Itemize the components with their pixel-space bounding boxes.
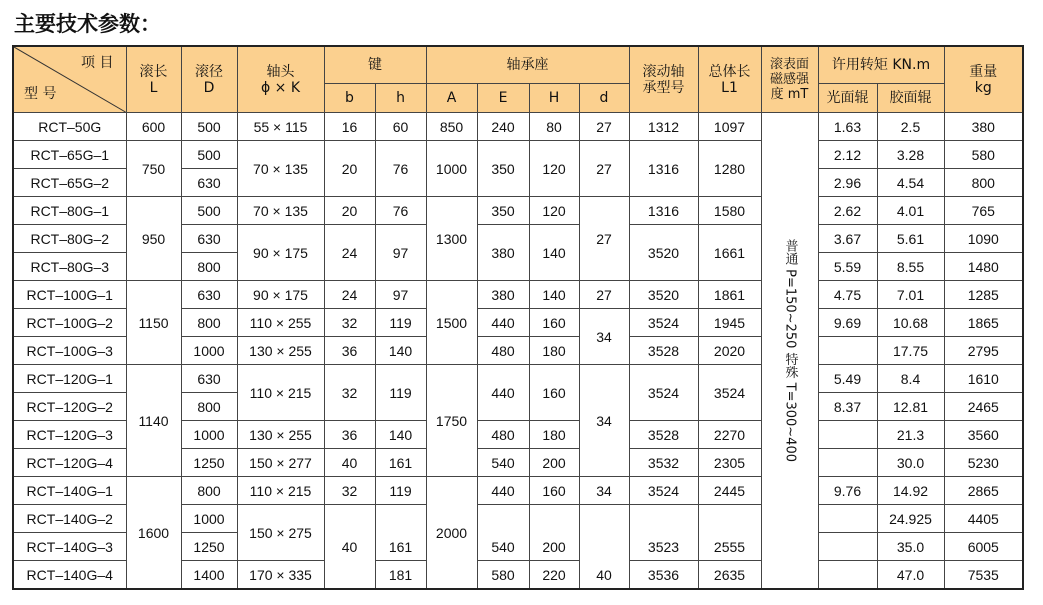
cell-weight: 4405 bbox=[944, 505, 1023, 533]
cell-model: RCT–140G–3 bbox=[13, 533, 126, 561]
cell-model: RCT–100G–2 bbox=[13, 309, 126, 337]
cell-weight: 2465 bbox=[944, 393, 1023, 421]
cell-d: 630 bbox=[181, 225, 237, 253]
cell-h: 160 bbox=[529, 309, 579, 337]
cell-a: 1500 bbox=[426, 281, 477, 365]
magnetic-strength-note: 普通 P=150~250 特殊 T=300~400 bbox=[782, 239, 798, 462]
cell-shaft: 55 × 115 bbox=[237, 113, 324, 141]
cell-d: 500 bbox=[181, 197, 237, 225]
cell-l: 1600 bbox=[126, 477, 181, 590]
cell-l1: 1580 bbox=[698, 197, 761, 225]
cell-shaft: 130 × 255 bbox=[237, 337, 324, 365]
cell-d: 500 bbox=[181, 141, 237, 169]
cell-b: 24 bbox=[324, 225, 375, 281]
cell-e: 540 bbox=[477, 449, 529, 477]
cell-l1: 2270 bbox=[698, 421, 761, 449]
cell-h: 120 bbox=[529, 141, 579, 197]
cell-l1: 2020 bbox=[698, 337, 761, 365]
cell-shaft: 130 × 255 bbox=[237, 421, 324, 449]
cell-model: RCT–80G–3 bbox=[13, 253, 126, 281]
cell-smooth bbox=[818, 337, 877, 365]
cell-model: RCT–100G–3 bbox=[13, 337, 126, 365]
cell-brg: 3524 bbox=[629, 365, 698, 421]
cell-rubber: 14.92 bbox=[877, 477, 944, 505]
page-title: 主要技术参数： bbox=[14, 12, 161, 36]
cell-weight: 1285 bbox=[944, 281, 1023, 309]
cell-e: 480 bbox=[477, 421, 529, 449]
header-E: E bbox=[477, 84, 529, 113]
header-L1: 总体长 L1 bbox=[698, 46, 761, 113]
cell-shaft: 110 × 215 bbox=[237, 365, 324, 421]
cell-smooth bbox=[818, 533, 877, 561]
table-row bbox=[13, 281, 1023, 309]
cell-e: 440 bbox=[477, 365, 529, 421]
cell-weight: 800 bbox=[944, 169, 1023, 197]
cell-d: 1250 bbox=[181, 449, 237, 477]
cell-weight: 3560 bbox=[944, 421, 1023, 449]
table-row bbox=[13, 365, 1023, 393]
cell-e: 440 bbox=[477, 309, 529, 337]
cell-shaft: 90 × 175 bbox=[237, 281, 324, 309]
cell-d: 27 bbox=[579, 197, 629, 281]
cell-h: 76 bbox=[375, 141, 426, 197]
table-row bbox=[13, 113, 1023, 141]
cell-rubber: 21.3 bbox=[877, 421, 944, 449]
header-bearing-model: 滚动轴 承型号 bbox=[629, 46, 698, 113]
cell-h: 140 bbox=[529, 281, 579, 309]
cell-rubber: 10.68 bbox=[877, 309, 944, 337]
cell-d: 34 bbox=[579, 309, 629, 365]
cell-e: 480 bbox=[477, 337, 529, 365]
cell-l1: 1097 bbox=[698, 113, 761, 141]
cell-d: 27 bbox=[579, 141, 629, 197]
cell-a: 2000 bbox=[426, 477, 477, 590]
cell-weight: 2795 bbox=[944, 337, 1023, 365]
cell-l: 600 bbox=[126, 113, 181, 141]
cell-brg: 3520 bbox=[629, 281, 698, 309]
cell-rubber: 4.54 bbox=[877, 169, 944, 197]
cell-smooth: 3.67 bbox=[818, 225, 877, 253]
cell-d: 500 bbox=[181, 113, 237, 141]
cell-brg: 3524 bbox=[629, 477, 698, 505]
cell-weight: 2865 bbox=[944, 477, 1023, 505]
cell-smooth: 5.59 bbox=[818, 253, 877, 281]
cell-smooth: 5.49 bbox=[818, 365, 877, 393]
cell-h: 140 bbox=[375, 337, 426, 365]
cell-e: 380 bbox=[477, 281, 529, 309]
header-D: 滚径 D bbox=[181, 46, 237, 113]
cell-l: 750 bbox=[126, 141, 181, 197]
cell-h: 60 bbox=[375, 113, 426, 141]
cell-shaft: 90 × 175 bbox=[237, 225, 324, 281]
cell-weight: 5230 bbox=[944, 449, 1023, 477]
cell-smooth: 9.69 bbox=[818, 309, 877, 337]
header-A: A bbox=[426, 84, 477, 113]
cell-rubber: 24.925 bbox=[877, 505, 944, 533]
cell-model: RCT–140G–4 bbox=[13, 561, 126, 590]
cell-b: 32 bbox=[324, 309, 375, 337]
cell-a: 1300 bbox=[426, 197, 477, 281]
header-item: 项 目 bbox=[81, 55, 114, 71]
cell-d: 1400 bbox=[181, 561, 237, 590]
cell-model: RCT–80G–1 bbox=[13, 197, 126, 225]
cell-shaft: 150 × 277 bbox=[237, 449, 324, 477]
cell-d: 630 bbox=[181, 365, 237, 393]
cell-rubber: 7.01 bbox=[877, 281, 944, 309]
cell-l1: 2635 bbox=[698, 561, 761, 590]
header-magnetic: 滚表面 磁感强 度 mT bbox=[761, 46, 818, 113]
cell-smooth bbox=[818, 449, 877, 477]
cell-h: 200 bbox=[529, 449, 579, 477]
header-L: 滚长 L bbox=[126, 46, 181, 113]
cell-h: 160 bbox=[529, 477, 579, 505]
table-row bbox=[13, 141, 1023, 169]
cell-weight: 1865 bbox=[944, 309, 1023, 337]
cell-model: RCT–80G–2 bbox=[13, 225, 126, 253]
cell-rubber: 4.01 bbox=[877, 197, 944, 225]
cell-model: RCT–120G–1 bbox=[13, 365, 126, 393]
header-smooth: 光面辊 bbox=[818, 84, 877, 113]
cell-h: 76 bbox=[375, 197, 426, 225]
cell-rubber: 12.81 bbox=[877, 393, 944, 421]
cell-b: 20 bbox=[324, 141, 375, 197]
cell-h: 80 bbox=[529, 113, 579, 141]
cell-model: RCT–120G–4 bbox=[13, 449, 126, 477]
cell-weight: 1610 bbox=[944, 365, 1023, 393]
cell-h: 181 bbox=[375, 561, 426, 590]
header-torque: 许用转矩 KN.m bbox=[818, 46, 944, 84]
cell-d: 630 bbox=[181, 281, 237, 309]
cell-smooth: 8.37 bbox=[818, 393, 877, 421]
cell-shaft: 110 × 255 bbox=[237, 309, 324, 337]
cell-b: 32 bbox=[324, 365, 375, 421]
cell-d: 1000 bbox=[181, 505, 237, 533]
cell-h: 180 bbox=[529, 421, 579, 449]
cell-d: 34 bbox=[579, 365, 629, 477]
cell-h: 120 bbox=[529, 197, 579, 225]
cell-e: 580 bbox=[477, 561, 529, 590]
cell-rubber: 30.0 bbox=[877, 449, 944, 477]
header-rubber: 胶面辊 bbox=[877, 84, 944, 113]
cell-b: 36 bbox=[324, 421, 375, 449]
header-key: 键 bbox=[324, 46, 426, 84]
cell-d: 800 bbox=[181, 253, 237, 281]
cell-rubber: 2.5 bbox=[877, 113, 944, 141]
cell-d: 40 bbox=[579, 505, 629, 590]
cell-h: 180 bbox=[529, 337, 579, 365]
cell-h: 160 bbox=[529, 365, 579, 421]
cell-d: 1000 bbox=[181, 337, 237, 365]
cell-d: 800 bbox=[181, 309, 237, 337]
cell-d: 800 bbox=[181, 477, 237, 505]
cell-rubber: 3.28 bbox=[877, 141, 944, 169]
cell-l: 1150 bbox=[126, 281, 181, 365]
cell-b: 40 bbox=[324, 505, 375, 590]
cell-rubber: 35.0 bbox=[877, 533, 944, 561]
cell-h: 119 bbox=[375, 477, 426, 505]
cell-l1: 2555 bbox=[698, 505, 761, 561]
cell-a: 1750 bbox=[426, 365, 477, 477]
cell-a: 1000 bbox=[426, 141, 477, 197]
cell-weight: 1480 bbox=[944, 253, 1023, 281]
cell-l1: 2445 bbox=[698, 477, 761, 505]
magnetic-strength-cell bbox=[761, 113, 818, 590]
header-bearing-seat: 轴承座 bbox=[426, 46, 629, 84]
cell-weight: 1090 bbox=[944, 225, 1023, 253]
cell-model: RCT–65G–2 bbox=[13, 169, 126, 197]
cell-weight: 580 bbox=[944, 141, 1023, 169]
cell-l1: 1661 bbox=[698, 225, 761, 281]
cell-brg: 3528 bbox=[629, 337, 698, 365]
cell-rubber: 47.0 bbox=[877, 561, 944, 590]
cell-h: 161 bbox=[375, 505, 426, 561]
cell-l1: 3524 bbox=[698, 365, 761, 421]
cell-l1: 1861 bbox=[698, 281, 761, 309]
cell-shaft: 170 × 335 bbox=[237, 561, 324, 590]
cell-e: 380 bbox=[477, 225, 529, 281]
cell-e: 540 bbox=[477, 505, 529, 561]
cell-b: 20 bbox=[324, 197, 375, 225]
header-d: d bbox=[579, 84, 629, 113]
cell-smooth: 2.12 bbox=[818, 141, 877, 169]
cell-weight: 380 bbox=[944, 113, 1023, 141]
cell-h: 97 bbox=[375, 281, 426, 309]
cell-smooth: 2.62 bbox=[818, 197, 877, 225]
header-model-item-diagonal bbox=[13, 46, 126, 113]
cell-smooth: 2.96 bbox=[818, 169, 877, 197]
header-shaft: 轴头 ϕ × K bbox=[237, 46, 324, 113]
cell-h: 97 bbox=[375, 225, 426, 281]
cell-e: 440 bbox=[477, 477, 529, 505]
cell-h: 161 bbox=[375, 449, 426, 477]
table-row bbox=[13, 477, 1023, 505]
cell-brg: 3528 bbox=[629, 421, 698, 449]
spec-table bbox=[12, 45, 1024, 590]
cell-a: 850 bbox=[426, 113, 477, 141]
cell-rubber: 5.61 bbox=[877, 225, 944, 253]
cell-rubber: 8.55 bbox=[877, 253, 944, 281]
cell-brg: 1316 bbox=[629, 197, 698, 225]
cell-shaft: 70 × 135 bbox=[237, 141, 324, 197]
cell-l: 950 bbox=[126, 197, 181, 281]
cell-smooth bbox=[818, 505, 877, 533]
cell-d: 800 bbox=[181, 393, 237, 421]
cell-h: 200 bbox=[529, 505, 579, 561]
cell-d: 630 bbox=[181, 169, 237, 197]
header-model: 型 号 bbox=[24, 86, 57, 102]
cell-brg: 1316 bbox=[629, 141, 698, 197]
cell-l1: 1945 bbox=[698, 309, 761, 337]
cell-h: 140 bbox=[375, 421, 426, 449]
cell-l1: 2305 bbox=[698, 449, 761, 477]
cell-b: 16 bbox=[324, 113, 375, 141]
cell-brg: 1312 bbox=[629, 113, 698, 141]
cell-l: 1140 bbox=[126, 365, 181, 477]
cell-h: 119 bbox=[375, 365, 426, 421]
cell-shaft: 110 × 215 bbox=[237, 477, 324, 505]
cell-d: 34 bbox=[579, 477, 629, 505]
cell-model: RCT–120G–3 bbox=[13, 421, 126, 449]
cell-b: 40 bbox=[324, 449, 375, 477]
table-row bbox=[13, 197, 1023, 225]
header-b: b bbox=[324, 84, 375, 113]
cell-b: 24 bbox=[324, 281, 375, 309]
cell-model: RCT–100G–1 bbox=[13, 281, 126, 309]
cell-h: 119 bbox=[375, 309, 426, 337]
cell-model: RCT–65G–1 bbox=[13, 141, 126, 169]
cell-d: 27 bbox=[579, 113, 629, 141]
header-H: H bbox=[529, 84, 579, 113]
cell-shaft: 150 × 275 bbox=[237, 505, 324, 561]
cell-smooth: 4.75 bbox=[818, 281, 877, 309]
cell-weight: 7535 bbox=[944, 561, 1023, 590]
cell-model: RCT–140G–2 bbox=[13, 505, 126, 533]
cell-h: 220 bbox=[529, 561, 579, 590]
cell-smooth bbox=[818, 421, 877, 449]
cell-b: 32 bbox=[324, 477, 375, 505]
cell-brg: 3523 bbox=[629, 505, 698, 561]
cell-brg: 3524 bbox=[629, 309, 698, 337]
header-weight: 重量 kg bbox=[944, 46, 1023, 113]
cell-l1: 1280 bbox=[698, 141, 761, 197]
cell-smooth: 9.76 bbox=[818, 477, 877, 505]
cell-rubber: 17.75 bbox=[877, 337, 944, 365]
cell-model: RCT–140G–1 bbox=[13, 477, 126, 505]
cell-b: 36 bbox=[324, 337, 375, 365]
cell-brg: 3520 bbox=[629, 225, 698, 281]
cell-h: 140 bbox=[529, 225, 579, 281]
cell-model: RCT–50G bbox=[13, 113, 126, 141]
cell-shaft: 70 × 135 bbox=[237, 197, 324, 225]
cell-brg: 3532 bbox=[629, 449, 698, 477]
cell-smooth bbox=[818, 561, 877, 590]
cell-e: 240 bbox=[477, 113, 529, 141]
cell-e: 350 bbox=[477, 197, 529, 225]
cell-weight: 6005 bbox=[944, 533, 1023, 561]
cell-d: 27 bbox=[579, 281, 629, 309]
header-h: h bbox=[375, 84, 426, 113]
cell-e: 350 bbox=[477, 141, 529, 197]
cell-rubber: 8.4 bbox=[877, 365, 944, 393]
cell-weight: 765 bbox=[944, 197, 1023, 225]
cell-model: RCT–120G–2 bbox=[13, 393, 126, 421]
cell-brg: 3536 bbox=[629, 561, 698, 590]
cell-smooth: 1.63 bbox=[818, 113, 877, 141]
cell-d: 1000 bbox=[181, 421, 237, 449]
cell-d: 1250 bbox=[181, 533, 237, 561]
